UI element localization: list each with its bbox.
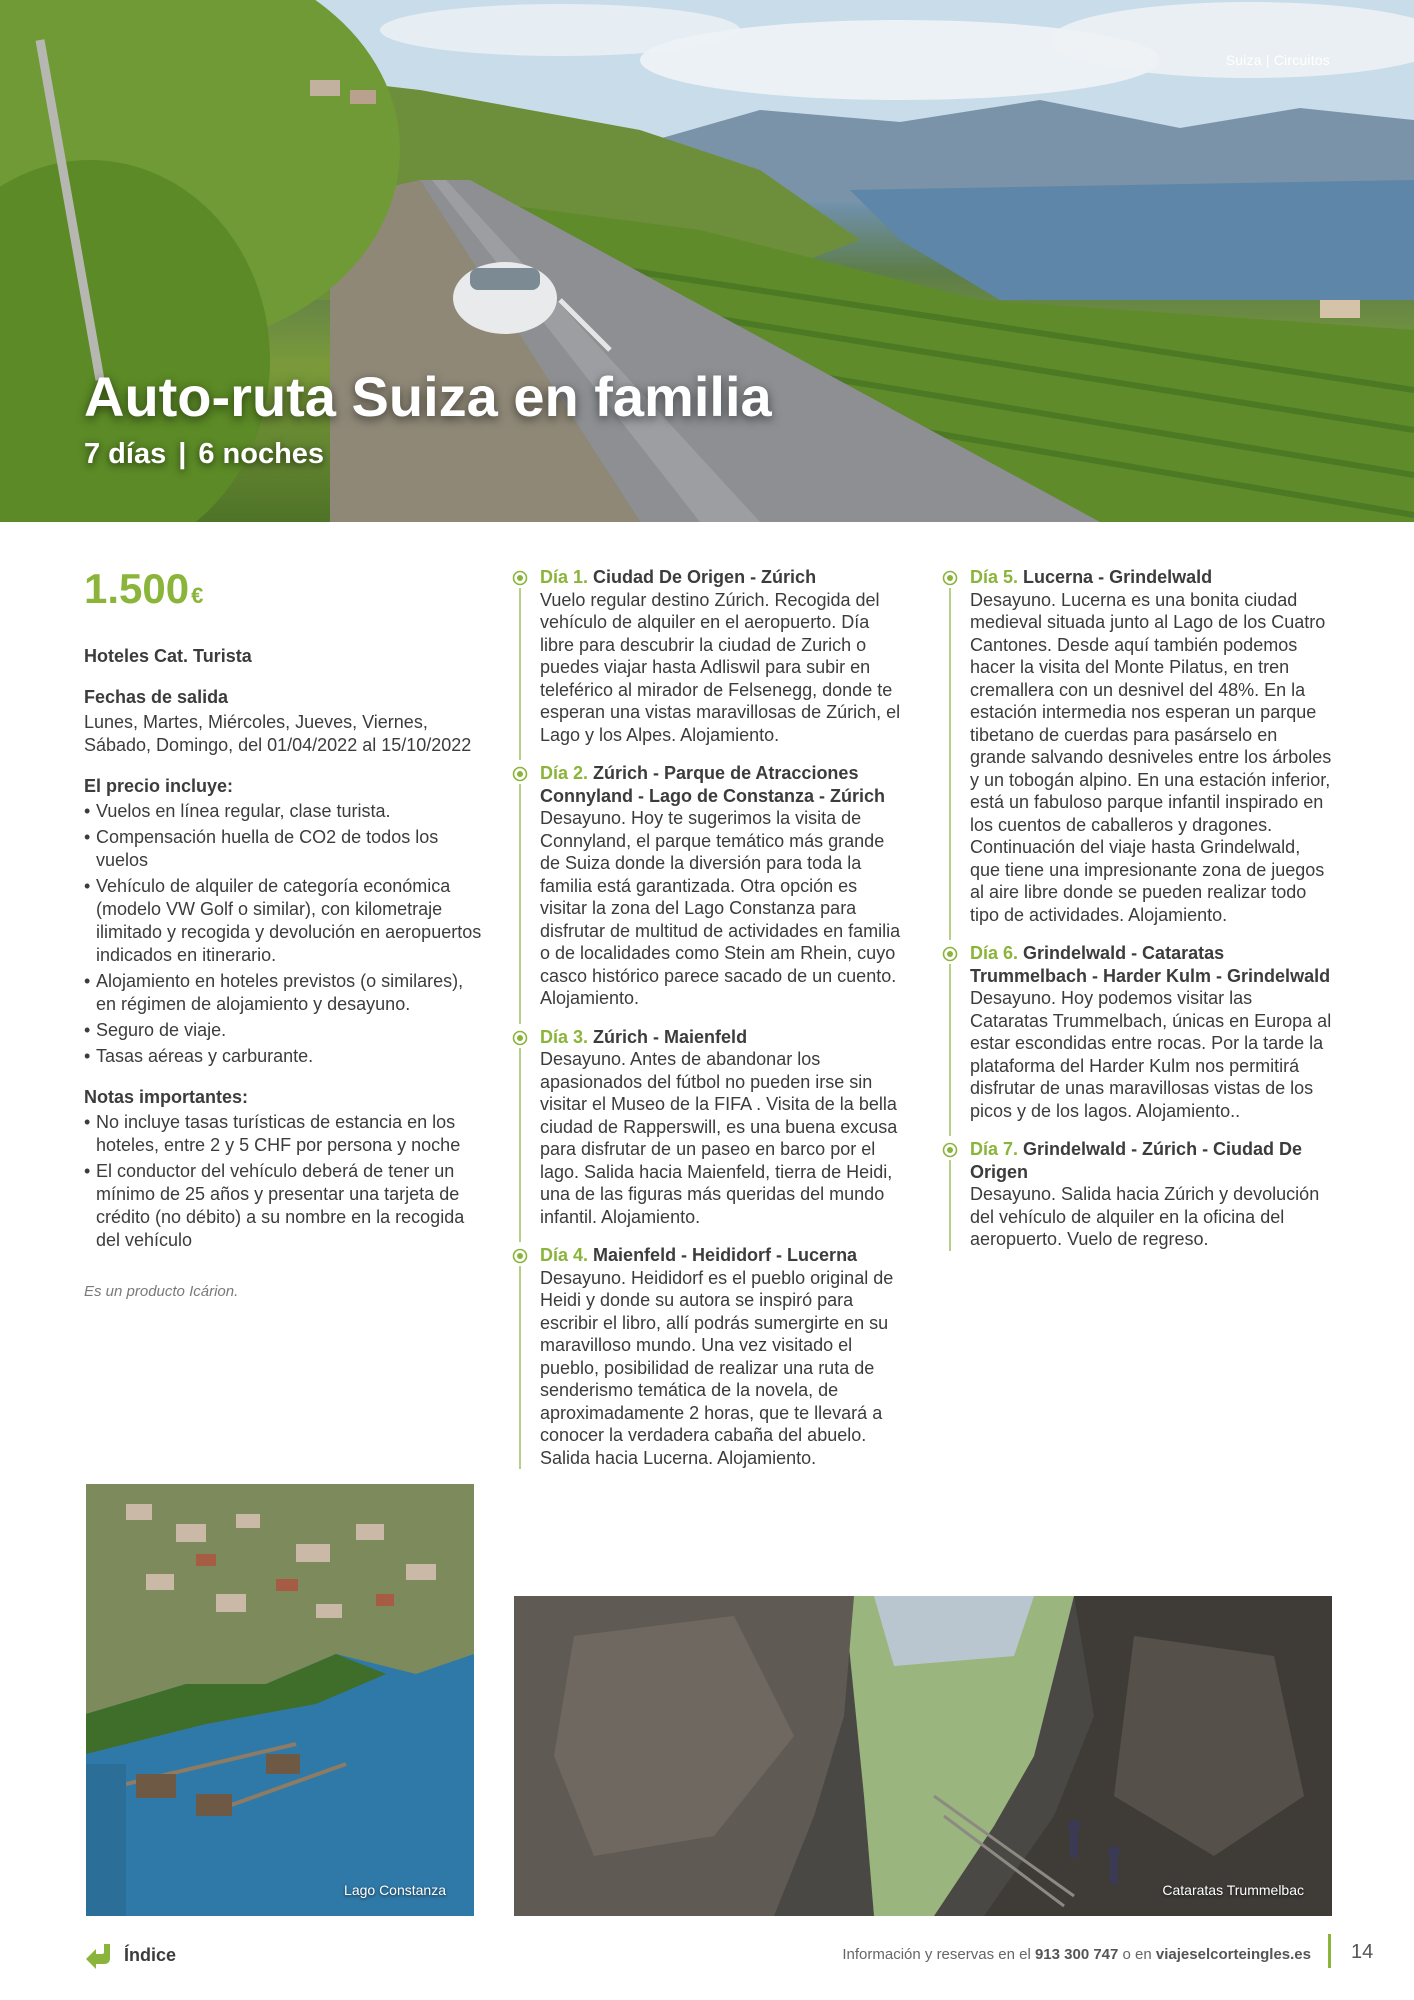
timeline-line bbox=[519, 784, 521, 1024]
day-marker-icon bbox=[512, 1030, 528, 1046]
product-credit: Es un producto Icárion. bbox=[84, 1283, 239, 1300]
includes-item: • Compensación huella de CO2 de todos los vuelos bbox=[84, 826, 482, 872]
includes-item: • Seguro de viaje. bbox=[84, 1019, 482, 1042]
day-number: Día 4. bbox=[540, 1245, 589, 1265]
offer-summary bbox=[84, 566, 482, 1303]
notes-heading: Notas importantes: bbox=[84, 1087, 249, 1107]
itinerary-day-3 bbox=[512, 1026, 902, 1229]
day-description: Desayuno. Hoy podemos visitar las Cataratas Trummelbach, únicas en Europa al estar escondidas entre rocas. Por la tarde la plataforma del Harder Kulm nos permitirá disfrutar de unas maravillosas vistas de los picos y de los lagos. Alojamiento.. bbox=[970, 988, 1332, 1121]
photo-lago-constanza bbox=[86, 1484, 474, 1916]
day-number: Día 5. bbox=[970, 567, 1019, 587]
day-marker-icon bbox=[512, 1248, 528, 1264]
includes-list bbox=[84, 800, 482, 1068]
day-description: Desayuno. Antes de abandonar los apasionados del fútbol no pueden irse sin visitar el Museo de la FIFA . Visita de la bella ciudad de Rapperswill, es una buena excusa para disfrutar de un paseo en barco por el lago. Salida hacia Maienfeld, tierra de Heidi, una de las figuras más queridas del mundo infantil. Alojamiento. bbox=[540, 1049, 898, 1227]
hero-banner bbox=[0, 0, 1414, 522]
day-title: Ciudad De Origen - Zúrich bbox=[593, 567, 817, 587]
itinerary-day-6 bbox=[942, 942, 1332, 1122]
includes-heading: El precio incluye: bbox=[84, 776, 234, 796]
photo-cataratas-trummelbach bbox=[514, 1596, 1332, 1916]
day-description: Desayuno. Salida hacia Zúrich y devolución del vehículo de alquiler en la oficina del aeropuerto. Vuelo de regreso. bbox=[970, 1184, 1320, 1249]
day-description: Vuelo regular destino Zúrich. Recogida del vehículo de alquiler en el aeropuerto. Día libre para descubrir la ciudad de Zurich o puedes viajar hasta Adliswil para subir en teleférico al mirador de Felsenegg, donde te esperan una vistas maravillosas de Zúrich, el Lago y los Alpes. Alojamiento. bbox=[540, 589, 901, 745]
day-title: Zúrich - Parque de Atracciones Connyland - Lago de Constanza - Zúrich bbox=[540, 763, 886, 806]
day-title: Zúrich - Maienfeld bbox=[593, 1026, 748, 1047]
index-label[interactable]: Índice bbox=[124, 1944, 177, 1965]
hotel-category: Hoteles Cat. Turista bbox=[84, 646, 252, 666]
contact-website[interactable]: viajeselcorteingles.es bbox=[1155, 1946, 1311, 1963]
includes-item: • Alojamiento en hoteles previstos (o similares), en régimen de alojamiento y desayuno. bbox=[84, 970, 482, 1016]
breadcrumb[interactable]: Suiza | Circuitos bbox=[1225, 52, 1330, 68]
contact-info bbox=[842, 1946, 1311, 1963]
timeline-line bbox=[519, 588, 521, 760]
day-title: Maienfeld - Heididorf - Lucerna bbox=[593, 1245, 858, 1265]
notes-list bbox=[84, 1111, 482, 1252]
notes-item: • El conductor del vehículo deberá de tener un mínimo de 25 años y presentar una tarjeta de crédito (no débito) a su nombre en la recogida del vehículo bbox=[84, 1160, 482, 1252]
contact-phone[interactable]: 913 300 747 bbox=[1034, 1946, 1119, 1963]
page-title: Auto-ruta Suiza en familia bbox=[84, 365, 772, 428]
footer-divider bbox=[1328, 1934, 1331, 1968]
day-marker-icon bbox=[942, 1142, 958, 1158]
itinerary-column-2 bbox=[942, 566, 1332, 1267]
page-footer bbox=[0, 1934, 1414, 1978]
day-description: Desayuno. Heididorf es el pueblo original de Heidi y donde su autora se inspiró para escribir el libro, allí podrás sumergirte en su maravilloso mundo. Una vez visitado el pueblo, posibilidad de realizar una ruta de senderismo temática de la novela, de aproximadamente 2 horas, que te llevará a conocer la verdadera cabaña del abuelo. Salida hacia Lucerna. Alojamiento. bbox=[540, 1267, 894, 1468]
departures-text: Lunes, Martes, Miércoles, Jueves, Viernes, Sábado, Domingo, del 01/04/2022 al 15/10/2022 bbox=[84, 712, 472, 755]
itinerary-day-1 bbox=[512, 566, 902, 746]
timeline-line bbox=[949, 1160, 951, 1251]
includes-item: • Vehículo de alquiler de categoría económica (modelo VW Golf o similar), con kilometraje ilimitado y recogida y devolución en aeropuertos indicados en itinerario. bbox=[84, 875, 482, 967]
itinerary-day-2 bbox=[512, 762, 902, 1010]
timeline-line bbox=[949, 964, 951, 1136]
day-number: Día 1. bbox=[540, 567, 589, 587]
price-currency: € bbox=[191, 583, 204, 608]
contact-prefix: Información y reservas en el bbox=[842, 1946, 1035, 1963]
day-number: Día 2. bbox=[540, 763, 589, 783]
itinerary-day-4 bbox=[512, 1244, 902, 1469]
day-marker-icon bbox=[942, 946, 958, 962]
duration-days: 7 días bbox=[84, 438, 167, 470]
day-description: Desayuno. Hoy te sugerimos la visita de Connyland, el parque temático más grande de Suiza donde la diversión para toda la familia está garantizada. Otra opción es visitar la zona del Lago Constanza para disfrutar de multitud de actividades en familia o de localidades como Stein am Rhein, cuyo casco histórico parece sacado de un cuento. Alojamiento. bbox=[540, 808, 901, 1008]
day-description: Desayuno. Lucerna es una bonita ciudad medieval situada junto al Lago de los Cuatro Cantones. Desde aquí también podemos hacer la visita del Monte Pilatus, en tren cremallera con un desnivel del 48%. En la estación intermedia nos esperan un parque tibetano de cuerdas para pasárselo en grande salvando desniveles entre los árboles y un tobogán alpino. En una estación inferior, está un fabuloso parque infantil inspirado en los cuentos de caballeros y dragones. Continuación del viaje hasta Grindelwald, que tiene una impresionante zona de juegos al aire libre donde se pueden realizar todo tipo de actividades. Alojamiento. bbox=[970, 589, 1332, 925]
day-marker-icon bbox=[512, 570, 528, 586]
day-marker-icon bbox=[942, 570, 958, 586]
back-arrow-icon bbox=[84, 1940, 114, 1970]
photo-caption: Lago Constanza bbox=[344, 1882, 446, 1898]
day-title: Grindelwald - Cataratas Trummelbach - Harder Kulm - Grindelwald bbox=[970, 943, 1331, 986]
day-number: Día 3. bbox=[540, 1026, 589, 1047]
day-number: Día 7. bbox=[970, 1139, 1019, 1159]
trip-duration bbox=[84, 438, 324, 471]
day-number: Día 6. bbox=[970, 943, 1019, 963]
lake-photo-illustration bbox=[86, 1484, 474, 1916]
notes-item: • No incluye tasas turísticas de estancia en los hoteles, entre 2 y 5 CHF por persona y noche bbox=[84, 1111, 482, 1157]
day-title: Lucerna - Grindelwald bbox=[1023, 567, 1213, 587]
itinerary-day-5 bbox=[942, 566, 1332, 926]
price-amount: 1.500 bbox=[84, 565, 190, 612]
itinerary-column-1 bbox=[512, 566, 902, 1485]
day-marker-icon bbox=[512, 766, 528, 782]
includes-item: • Vuelos en línea regular, clase turista. bbox=[84, 800, 482, 823]
duration-nights: 6 noches bbox=[198, 438, 325, 470]
index-link[interactable] bbox=[84, 1940, 176, 1970]
timeline-line bbox=[519, 1048, 521, 1243]
departures-heading: Fechas de salida bbox=[84, 687, 229, 707]
includes-item: • Tasas aéreas y carburante. bbox=[84, 1045, 482, 1068]
page-number: 14 bbox=[1351, 1941, 1374, 1963]
photo-caption: Cataratas Trummelbac bbox=[1162, 1882, 1304, 1898]
contact-mid: o en bbox=[1118, 1946, 1156, 1963]
gorge-photo-illustration bbox=[514, 1596, 1332, 1916]
itinerary-day-7 bbox=[942, 1138, 1332, 1251]
day-title: Grindelwald - Zúrich - Ciudad De Origen bbox=[970, 1139, 1303, 1182]
timeline-line bbox=[949, 588, 951, 940]
price bbox=[84, 566, 482, 619]
timeline-line bbox=[519, 1266, 521, 1469]
duration-separator: | bbox=[178, 438, 187, 470]
